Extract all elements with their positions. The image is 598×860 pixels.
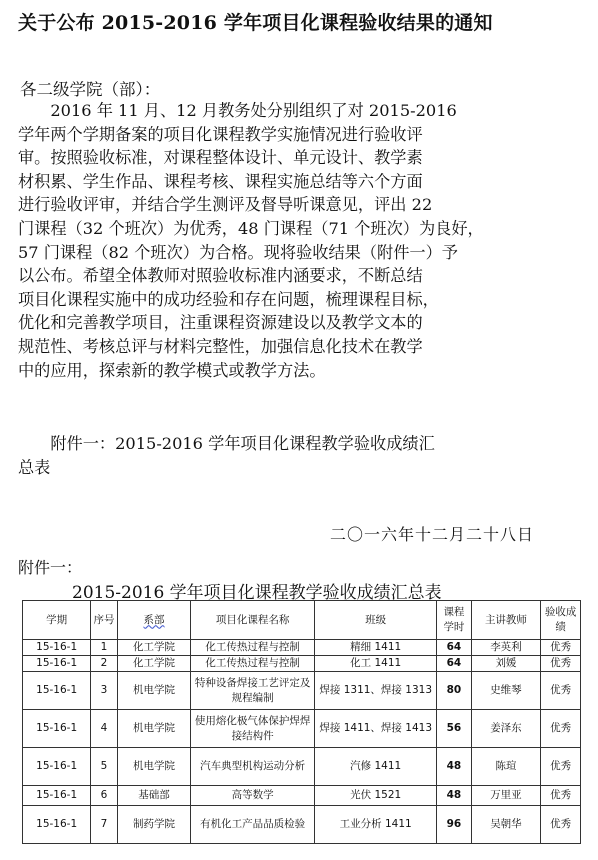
cell-no: 5 [91,748,117,786]
cell-dept: 基础部 [117,786,191,806]
cell-class: 化工 1411 [315,656,437,672]
cell-hours: 56 [437,710,471,748]
header-course: 项目化课程名称 [191,601,315,640]
body-line: 规范性、考核总评与材料完整性，加强信息化技术在教学 [18,336,423,356]
table-row [23,656,581,672]
cell-no: 7 [91,806,117,844]
cell-dept: 机电学院 [117,672,191,710]
cell-term: 15-16-1 [23,786,91,806]
header-term: 学期 [23,601,91,640]
cell-result: 优秀 [541,672,581,710]
cell-no: 1 [91,640,117,656]
cell-dept: 机电学院 [117,748,191,786]
cell-teacher: 史维琴 [471,672,541,710]
attachment-reference-cont: 总表 [18,458,51,477]
cell-teacher: 李英利 [471,640,541,656]
cell-class: 工业分析 1411 [315,806,437,844]
cell-class: 精细 1411 [315,640,437,656]
notice-title: 关于公布 2015-2016 学年项目化课程验收结果的通知 [18,12,493,34]
table-row [23,806,581,844]
body-line: 进行验收评审，并结合学生测评及督导听课意见，评出 22 [18,195,433,215]
cell-hours: 48 [437,786,471,806]
body-line: 门课程（32 个班次）为优秀，48 门课程（71 个班次）为良好， [18,218,484,238]
header-teacher: 主讲教师 [471,601,541,640]
table-row [23,672,581,710]
body-line: 中的应用，探索新的教学模式或教学方法。 [18,360,326,380]
header-result: 验收成绩 [541,601,581,640]
cell-dept: 制药学院 [117,806,191,844]
header-no: 序号 [91,601,117,640]
cell-teacher: 刘媛 [471,656,541,672]
cell-dept: 机电学院 [117,710,191,748]
table-header-row [23,601,581,640]
table-row [23,640,581,656]
cell-course: 高等数学 [191,786,315,806]
cell-term: 15-16-1 [23,640,91,656]
cell-no: 6 [91,786,117,806]
cell-teacher: 万里亚 [471,786,541,806]
cell-result: 优秀 [541,748,581,786]
cell-course: 化工传热过程与控制 [191,656,315,672]
cell-course: 化工传热过程与控制 [191,640,315,656]
header-hours: 课程学时 [437,601,471,640]
cell-course: 有机化工产品品质检验 [191,806,315,844]
cell-result: 优秀 [541,806,581,844]
cell-hours: 64 [437,656,471,672]
body-line: 优化和完善教学项目，注重课程资源建设以及教学文本的 [18,313,423,333]
cell-class: 汽修 1411 [315,748,437,786]
cell-hours: 64 [437,640,471,656]
cell-no: 3 [91,672,117,710]
body-line: 57 门课程（82 个班次）为合格。现将验收结果（附件一）予 [18,242,458,262]
cell-term: 15-16-1 [23,748,91,786]
cell-result: 优秀 [541,640,581,656]
table-row [23,710,581,748]
cell-term: 15-16-1 [23,806,91,844]
cell-result: 优秀 [541,786,581,806]
body-line: 学年两个学期备案的项目化课程教学实施情况进行验收评 [18,124,423,144]
cell-course: 特种设备焊接工艺评定及规程编制 [191,672,315,710]
body-line: 材积累、学生作品、课程考核、课程实施总结等六个方面 [18,171,423,191]
body-line: 项目化课程实施中的成功经验和存在问题，梳理课程目标， [18,289,439,309]
cell-teacher: 吴朝华 [471,806,541,844]
cell-term: 15-16-1 [23,672,91,710]
cell-hours: 80 [437,672,471,710]
cell-hours: 96 [437,806,471,844]
notice-body [18,99,581,382]
header-class: 班级 [315,601,437,640]
cell-course: 汽车典型机构运动分析 [191,748,315,786]
results-table [22,600,581,844]
table-row [23,786,581,806]
body-line: 2016 年 11 月、12 月教务处分别组织了对 2015-2016 [18,101,457,120]
addressee: 各二级学院（部）： [20,80,161,99]
attachment-label: 附件一： [18,558,83,577]
cell-result: 优秀 [541,656,581,672]
cell-course: 使用熔化极气体保护焊焊接结构件 [191,710,315,748]
cell-term: 15-16-1 [23,710,91,748]
cell-term: 15-16-1 [23,656,91,672]
table-title: 2015-2016 学年项目化课程教学验收成绩汇总表 [72,583,442,603]
cell-teacher: 姜泽东 [471,710,541,748]
notice-date: 二〇一六年十二月二十八日 [330,525,535,544]
cell-class: 光伏 1521 [315,786,437,806]
cell-dept: 化工学院 [117,640,191,656]
cell-result: 优秀 [541,710,581,748]
cell-teacher: 陈瑄 [471,748,541,786]
header-dept-label: 系部 [143,613,165,626]
body-line: 审。按照验收标准，对课程整体设计、单元设计、教学素 [18,148,423,168]
table-row [23,748,581,786]
body-line: 以公布。希望全体教师对照验收标准内涵要求，不断总结 [18,266,423,286]
cell-no: 4 [91,710,117,748]
cell-no: 2 [91,656,117,672]
attachment-reference: 附件一：2015-2016 学年项目化课程教学验收成绩汇 [18,434,435,453]
cell-dept: 化工学院 [117,656,191,672]
cell-hours: 48 [437,748,471,786]
header-dept [117,601,191,640]
cell-class: 焊接 1411、焊接 1413 [315,710,437,748]
cell-class: 焊接 1311、焊接 1313 [315,672,437,710]
